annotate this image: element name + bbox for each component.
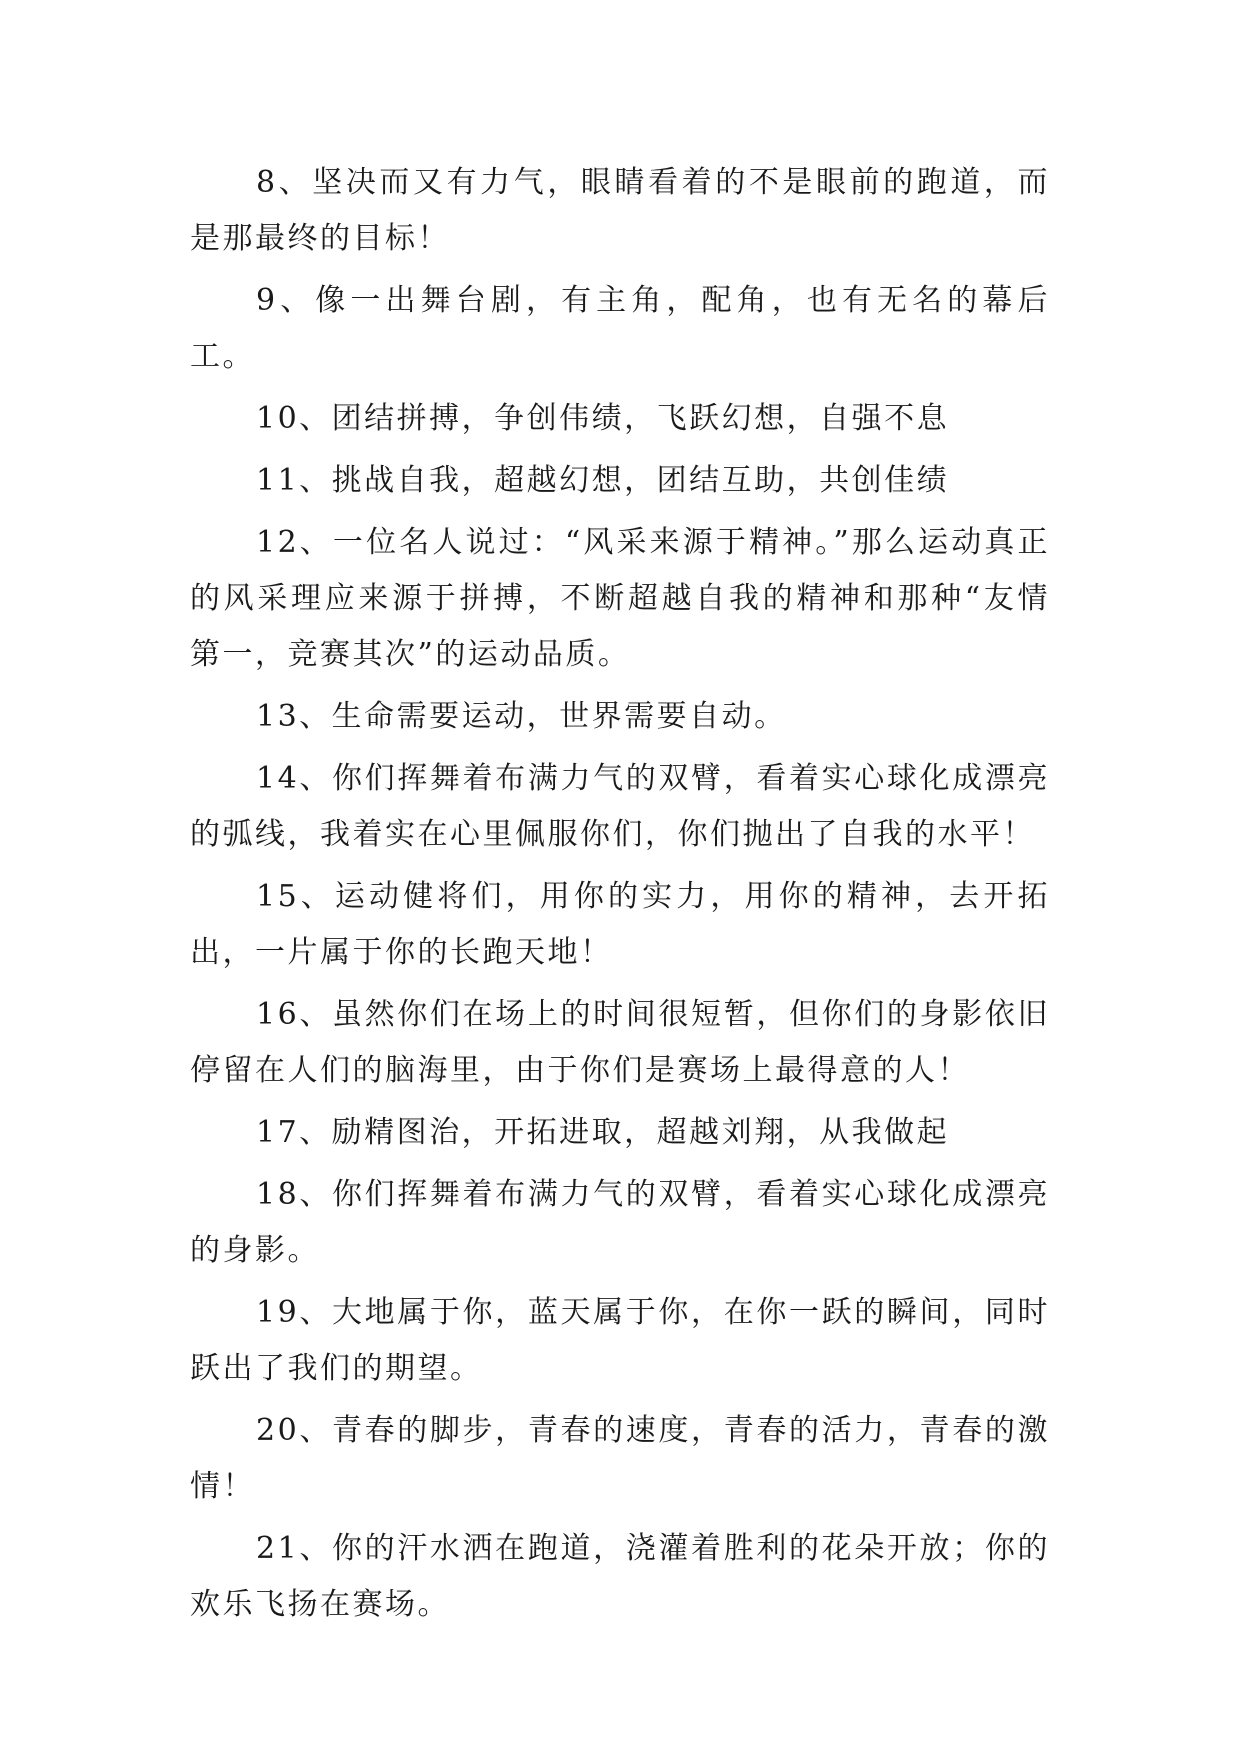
document-body <box>190 155 1050 1639</box>
paragraph-8: 8、坚决而又有力气，眼睛看着的不是眼前的跑道，而是那最终的目标！ <box>190 165 1050 256</box>
paragraph-21: 21、你的汗水洒在跑道，浇灌着胜利的花朵开放；你的欢乐飞扬在赛场。 <box>190 1531 1050 1622</box>
paragraph-9: 9、像一出舞台剧，有主角，配角，也有无名的幕后工。 <box>190 283 1050 374</box>
paragraph-10: 10、团结拼搏，争创伟绩，飞跃幻想，自强不息 <box>256 401 950 436</box>
paragraph-11: 11、挑战自我，超越幻想，团结互助，共创佳绩 <box>256 463 950 498</box>
paragraph-19: 19、大地属于你，蓝天属于你，在你一跃的瞬间，同时跃出了我们的期望。 <box>190 1295 1050 1386</box>
paragraph-17: 17、励精图治，开拓进取，超越刘翔，从我做起 <box>256 1115 950 1150</box>
paragraph-14: 14、你们挥舞着布满力气的双臂，看着实心球化成漂亮的弧线，我着实在心里佩服你们，你们抛出了自我的水平！ <box>190 761 1050 852</box>
paragraph-16: 16、虽然你们在场上的时间很短暂，但你们的身影依旧停留在人们的脑海里，由于你们是赛场上最得意的人！ <box>190 997 1050 1088</box>
paragraph-12: 12、一位名人说过：“风采来源于精神。”那么运动真正的风采理应来源于拼搏，不断超越自我的精神和那种“友情第一，竞赛其次”的运动品质。 <box>190 525 1050 672</box>
paragraph-20: 20、青春的脚步，青春的速度，青春的活力，青春的激情！ <box>190 1413 1050 1504</box>
paragraph-15: 15、运动健将们，用你的实力，用你的精神，去开拓出，一片属于你的长跑天地！ <box>190 879 1050 970</box>
paragraph-18: 18、你们挥舞着布满力气的双臂，看着实心球化成漂亮的身影。 <box>190 1177 1050 1268</box>
paragraph-13: 13、生命需要运动，世界需要自动。 <box>256 699 787 734</box>
